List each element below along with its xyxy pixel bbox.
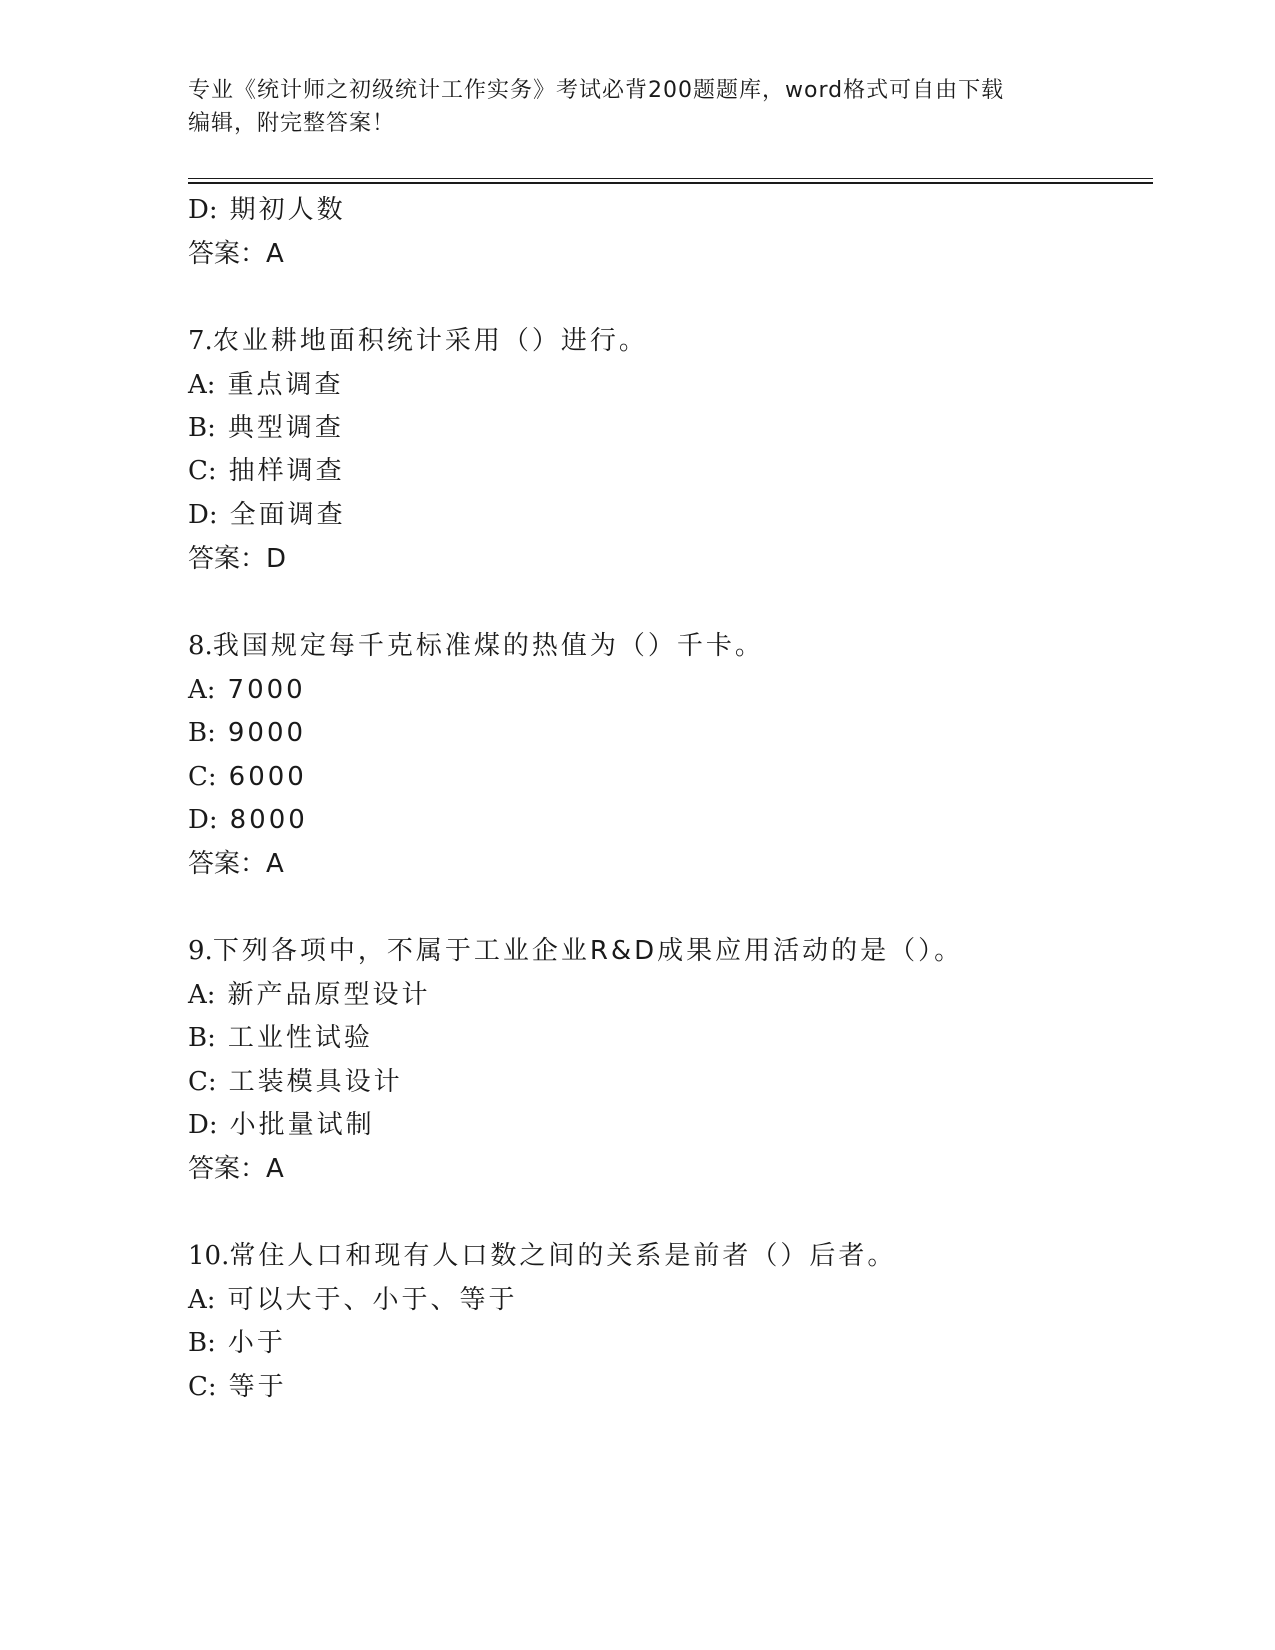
option-d: D: 8000 — [188, 805, 308, 835]
option-c: C: 抽样调查 — [188, 456, 345, 486]
header-divider-thick — [188, 182, 1153, 184]
option-b: B: 9000 — [188, 718, 307, 748]
header-line-2: 编辑，附完整答案！ — [188, 111, 396, 136]
option-a: A: 重点调查 — [188, 370, 344, 400]
option-c: C: 工装模具设计 — [188, 1067, 403, 1097]
header-line-1: 专业《统计师之初级统计工作实务》考试必背200题题库，word格式可自由下载 — [188, 78, 1005, 103]
option-d: D: 小批量试制 — [188, 1110, 375, 1140]
question-stem-7: 7.农业耕地面积统计采用（）进行。 — [188, 326, 648, 356]
option-a: A: 新产品原型设计 — [188, 980, 431, 1010]
option-c: C: 等于 — [188, 1372, 287, 1402]
option-a: A: 7000 — [188, 675, 306, 705]
answer-line: 答案：A — [188, 239, 284, 269]
answer-line: 答案：A — [188, 849, 284, 879]
question-stem-8: 8.我国规定每千克标准煤的热值为（）千卡。 — [188, 631, 764, 661]
answer-line: 答案：D — [188, 544, 287, 574]
option-a: A: 可以大于、小于、等于 — [188, 1285, 518, 1315]
option-b: B: 典型调查 — [188, 413, 344, 443]
option-b: B: 工业性试验 — [188, 1023, 373, 1053]
question-stem-9: 9.下列各项中，不属于工业企业R&D成果应用活动的是（）。 — [188, 936, 964, 966]
option-b: B: 小于 — [188, 1328, 286, 1358]
option-d: D: 全面调查 — [188, 500, 346, 530]
document-header — [188, 74, 1088, 140]
option-c: C: 6000 — [188, 762, 307, 792]
question-stem-10: 10.常住人口和现有人口数之间的关系是前者（）后者。 — [188, 1241, 897, 1271]
answer-line: 答案：A — [188, 1154, 284, 1184]
header-divider-thin — [188, 178, 1153, 179]
option-d: D: 期初人数 — [188, 195, 346, 225]
